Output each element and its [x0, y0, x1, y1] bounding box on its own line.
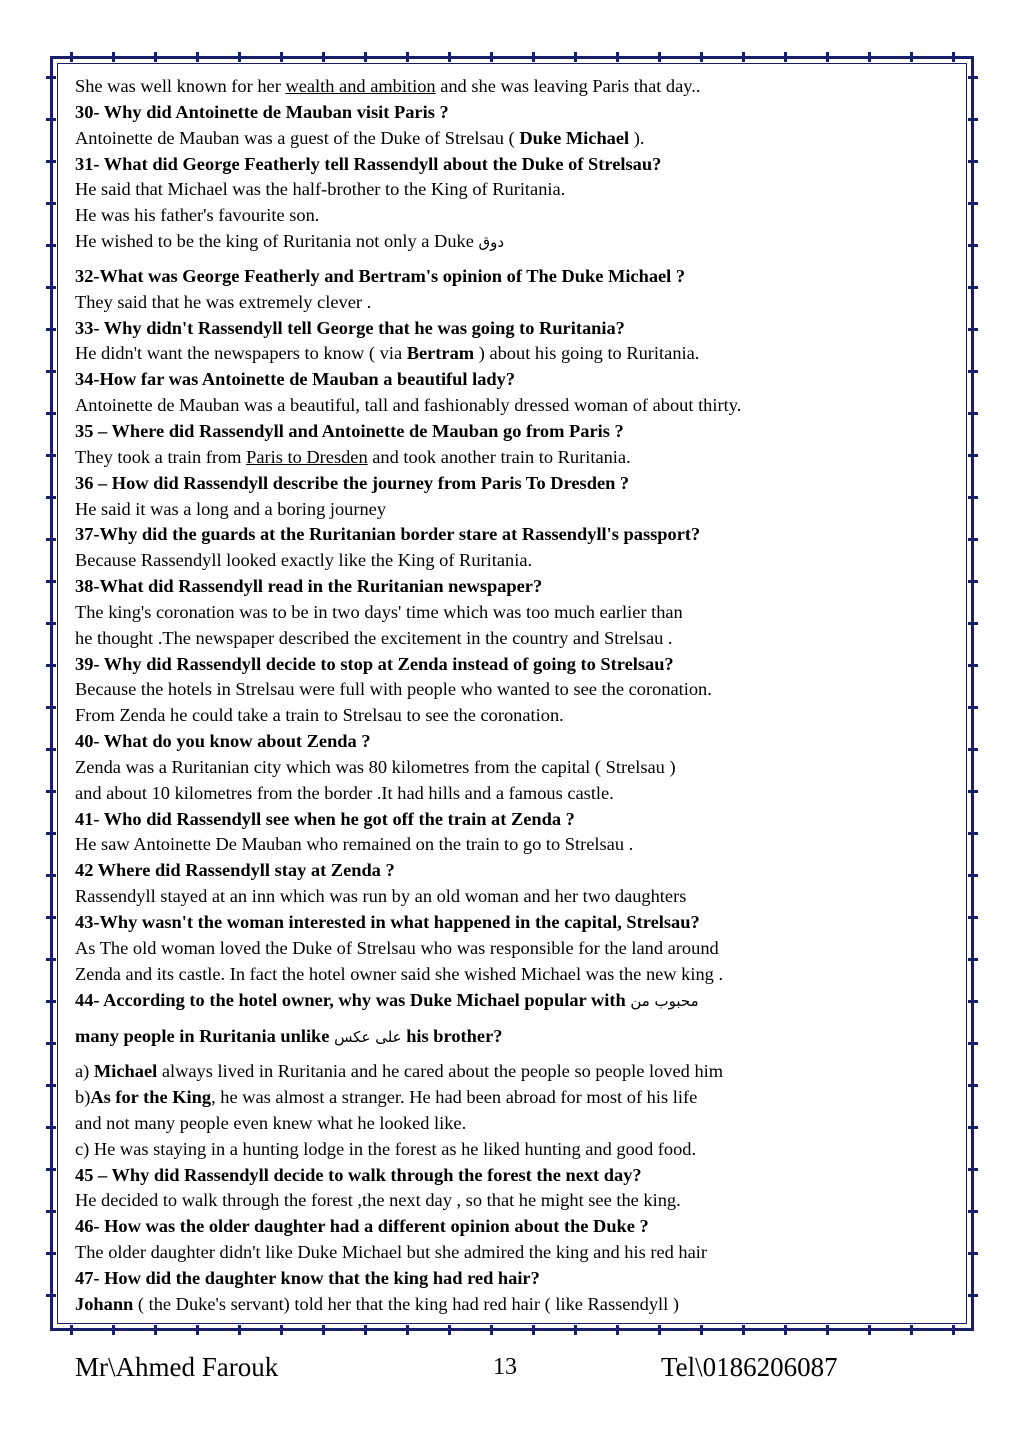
document-body [75, 74, 955, 1318]
arabic-gloss: دوق [478, 233, 505, 252]
bold-text: 31- What did George Featherly tell Rassendyll about the Duke of Strelsau? [75, 153, 662, 174]
question-line [75, 807, 955, 833]
bold-text: Bertram [406, 343, 475, 364]
text-segment: b) [75, 1087, 91, 1108]
text-segment: The older daughter didn't like Duke Michael but she admired the king and his red hair [75, 1242, 707, 1263]
border-tick [490, 52, 493, 62]
border-tick [46, 1042, 56, 1045]
answer-line [75, 884, 955, 910]
text-segment: a) [75, 1061, 94, 1082]
border-tick [968, 76, 978, 79]
border-tick [532, 52, 535, 62]
border-tick [46, 1210, 56, 1213]
answer-line [75, 445, 955, 471]
border-tick [968, 202, 978, 205]
answer-line [75, 677, 955, 703]
bold-text: Michael [93, 1061, 158, 1082]
text-segment: and not many people even knew what he looked like. [75, 1112, 467, 1133]
question-line [75, 910, 955, 936]
text-segment: He said that Michael was the half-brother to the King of Ruritania. [75, 179, 566, 200]
answer-line [75, 755, 955, 781]
border-tick [154, 1325, 157, 1335]
text-segment: As The old woman loved the Duke of Strelsau who was responsible for the land around [75, 937, 719, 958]
border-tick [968, 580, 978, 583]
text-segment: The king's coronation was to be in two days' time which was too much earlier than [75, 601, 683, 622]
border-tick [46, 790, 56, 793]
question-line [75, 100, 955, 126]
bold-text: 37-Why did the guards at the Ruritanian border stare at Rassendyll's passport? [75, 524, 701, 545]
text-segment: He saw Antoinette De Mauban who remained on the train to go to Strelsau . [75, 834, 634, 855]
border-tick [952, 52, 955, 62]
text-segment: Antoinette de Mauban was a beautiful, tall and fashionably dressed woman of about thirty. [75, 395, 742, 416]
border-tick [70, 52, 73, 62]
text-segment: ( the Duke's servant) told her that the king had red hair ( like Rassendyll ) [133, 1293, 679, 1314]
border-tick [46, 706, 56, 709]
text-segment: c) He was staying in a hunting lodge in the forest as he liked hunting and good food. [75, 1138, 697, 1159]
arabic-gloss: على عكس [334, 1028, 402, 1047]
border-tick [46, 538, 56, 541]
border-tick [910, 52, 913, 62]
answer-line [75, 548, 955, 574]
border-tick [968, 160, 978, 163]
bold-text: 40- What do you know about Zenda ? [75, 731, 371, 752]
text-segment: She was well known for her [75, 76, 286, 96]
footer-author: Mr\Ahmed Farouk [75, 1352, 279, 1382]
border-tick [46, 118, 56, 121]
border-tick [968, 1252, 978, 1255]
border-tick [364, 52, 367, 62]
border-tick [46, 370, 56, 373]
border-tick [968, 832, 978, 835]
border-tick [46, 748, 56, 751]
text-segment: Zenda was a Ruritanian city which was 80 kilometres from the capital ( Strelsau ) [75, 756, 676, 777]
answer-line [75, 1085, 955, 1111]
border-tick [784, 1325, 787, 1335]
border-tick [968, 412, 978, 415]
bold-text: Duke Michael [519, 127, 630, 148]
text-segment: , he was almost a stranger. He had been abroad for most of his life [211, 1087, 698, 1108]
border-tick [532, 1325, 535, 1335]
border-tick [574, 52, 577, 62]
bold-text: 45 – Why did Rassendyll decide to walk through the forest the next day? [75, 1164, 642, 1185]
border-tick [46, 244, 56, 247]
answer-line [75, 781, 955, 807]
border-tick [46, 1294, 56, 1297]
answer-line [75, 962, 955, 988]
text-segment: They said that he was extremely clever . [75, 291, 372, 312]
text-segment: Because the hotels in Strelsau were full with people who wanted to see the coronation. [75, 679, 712, 700]
border-tick [968, 1000, 978, 1003]
border-tick [968, 454, 978, 457]
border-tick [364, 1325, 367, 1335]
text-segment: always lived in Ruritania and he cared about the people so people loved him [157, 1061, 724, 1082]
question-line [75, 316, 955, 342]
bold-text: 39- Why did Rassendyll decide to stop at Zenda instead of going to Strelsau? [75, 653, 674, 674]
border-tick [968, 118, 978, 121]
border-tick [46, 622, 56, 625]
answer-line [75, 1137, 955, 1163]
text-segment: and she was leaving Paris that day.. [435, 76, 701, 96]
text-segment: He said it was a long and a boring journey [75, 498, 387, 519]
border-tick [826, 1325, 829, 1335]
border-tick [46, 1252, 56, 1255]
answer-line [75, 229, 955, 256]
answer-line [75, 1292, 955, 1318]
answer-line [75, 74, 955, 100]
border-tick [46, 832, 56, 835]
border-tick [968, 1084, 978, 1087]
arabic-gloss: محبوب من [630, 991, 699, 1010]
border-tick [616, 52, 619, 62]
bold-text: 41- Who did Rassendyll see when he got off the train at Zenda ? [75, 808, 575, 829]
text-segment: He decided to walk through the forest ,the next day , so that he might see the king. [75, 1190, 681, 1211]
bold-text: 30- Why did Antoinette de Mauban visit Paris ? [75, 101, 449, 122]
bold-text: many people in Ruritania unlike [75, 1026, 335, 1047]
answer-line [75, 1240, 955, 1266]
border-tick [46, 76, 56, 79]
text-segment: Rassendyll stayed at an inn which was run by an old woman and her two daughters [75, 886, 687, 907]
border-tick [968, 958, 978, 961]
border-tick [448, 1325, 451, 1335]
border-tick [968, 244, 978, 247]
text-segment: Because Rassendyll looked exactly like the King of Ruritania. [75, 550, 533, 571]
underlined-text: Paris to Dresden [246, 446, 368, 467]
text-segment: They took a train from [75, 446, 247, 467]
border-tick [616, 1325, 619, 1335]
answer-line [75, 1188, 955, 1214]
border-tick [112, 1325, 115, 1335]
question-line [75, 1163, 955, 1189]
border-tick [700, 1325, 703, 1335]
text-segment: ). [629, 127, 645, 148]
border-tick [322, 1325, 325, 1335]
bold-text: 47- How did the daughter know that the king had red hair? [75, 1267, 540, 1288]
border-tick [968, 1168, 978, 1171]
border-tick [826, 52, 829, 62]
border-tick [968, 706, 978, 709]
bold-text: 46- How was the older daughter had a different opinion about the Duke ? [75, 1216, 649, 1237]
bold-text: 44- According to the hotel owner, why was Duke Michael popular with [75, 989, 631, 1010]
border-tick [46, 1084, 56, 1087]
border-tick [280, 1325, 283, 1335]
underlined-text: wealth and ambition [285, 76, 436, 96]
border-tick [968, 790, 978, 793]
border-tick [46, 874, 56, 877]
border-tick [910, 1325, 913, 1335]
border-tick [968, 1042, 978, 1045]
border-tick [952, 1325, 955, 1335]
border-tick [46, 916, 56, 919]
border-tick [700, 52, 703, 62]
border-tick [868, 1325, 871, 1335]
question-line [75, 264, 955, 290]
answer-line [75, 497, 955, 523]
footer-page-number: 13 [493, 1354, 517, 1380]
border-tick [968, 328, 978, 331]
answer-line [75, 126, 955, 152]
border-tick [742, 52, 745, 62]
border-tick [280, 52, 283, 62]
bold-text: As for the King [90, 1087, 212, 1108]
border-tick [238, 52, 241, 62]
answer-line [75, 177, 955, 203]
answer-line [75, 832, 955, 858]
bold-text: 38-What did Rassendyll read in the Ruritanian newspaper? [75, 576, 543, 597]
bold-text: 43-Why wasn't the woman interested in what happened in the capital, Strelsau? [75, 912, 700, 932]
border-tick [46, 958, 56, 961]
border-tick [490, 1325, 493, 1335]
question-line [75, 574, 955, 600]
bold-text: 32-What was George Featherly and Bertram's opinion of The Duke Michael ? [75, 265, 686, 286]
border-tick [968, 1294, 978, 1297]
page-footer [75, 1352, 875, 1386]
border-tick [658, 1325, 661, 1335]
border-tick [70, 1325, 73, 1335]
border-tick [112, 52, 115, 62]
bold-text: 42 Where did Rassendyll stay at Zenda ? [75, 860, 395, 881]
border-tick [406, 1325, 409, 1335]
border-tick [196, 1325, 199, 1335]
footer-phone: Tel\0186206087 [661, 1352, 838, 1382]
border-tick [154, 52, 157, 62]
answer-line [75, 936, 955, 962]
answer-line [75, 341, 955, 367]
border-tick [46, 202, 56, 205]
answer-line [75, 290, 955, 316]
border-tick [196, 52, 199, 62]
bold-text: 34-How far was Antoinette de Mauban a beautiful lady? [75, 369, 516, 390]
answer-line [75, 203, 955, 229]
border-tick [322, 52, 325, 62]
answer-line [75, 393, 955, 419]
question-line [75, 367, 955, 393]
border-tick [46, 1168, 56, 1171]
question-line [75, 522, 955, 548]
border-tick [46, 412, 56, 415]
text-segment: From Zenda he could take a train to Strelsau to see the coronation. [75, 705, 564, 726]
border-tick [406, 52, 409, 62]
border-tick [46, 664, 56, 667]
text-segment: Antoinette de Mauban was a guest of the Duke of Strelsau ( [75, 127, 520, 148]
question-line [75, 652, 955, 678]
answer-line [75, 600, 955, 626]
answer-line [75, 703, 955, 729]
border-tick [658, 52, 661, 62]
text-segment: ) about his going to Ruritania. [474, 343, 700, 364]
text-segment: He was his father's favourite son. [75, 205, 320, 226]
bold-text: 33- Why didn't Rassendyll tell George that he was going to Ruritania? [75, 317, 625, 338]
border-tick [968, 286, 978, 289]
border-tick [742, 1325, 745, 1335]
border-tick [46, 1000, 56, 1003]
border-tick [968, 1210, 978, 1213]
border-tick [968, 622, 978, 625]
border-tick [46, 454, 56, 457]
border-tick [968, 496, 978, 499]
question-line [75, 152, 955, 178]
border-tick [968, 916, 978, 919]
question-line [75, 1266, 955, 1292]
question-line [75, 729, 955, 755]
answer-line [75, 626, 955, 652]
question-line [75, 988, 955, 1015]
border-tick [46, 160, 56, 163]
question-line [75, 858, 955, 884]
border-tick [968, 874, 978, 877]
bold-text: 35 – Where did Rassendyll and Antoinette de Mauban go from Paris ? [75, 420, 624, 441]
border-tick [868, 52, 871, 62]
question-line [75, 419, 955, 445]
answer-line [75, 1059, 955, 1085]
border-tick [574, 1325, 577, 1335]
border-tick [238, 1325, 241, 1335]
question-line [75, 1024, 955, 1051]
text-segment: He wished to be the king of Ruritania not only a Duke [75, 231, 479, 252]
border-tick [968, 1126, 978, 1129]
bold-text: 36 – How did Rassendyll describe the journey from Paris To Dresden ? [75, 472, 630, 493]
border-tick [46, 328, 56, 331]
border-tick [968, 538, 978, 541]
text-segment: Zenda and its castle. In fact the hotel owner said she wished Michael was the new king . [75, 963, 724, 984]
bold-text: his brother? [401, 1026, 503, 1047]
border-tick [968, 370, 978, 373]
border-tick [968, 748, 978, 751]
border-tick [46, 580, 56, 583]
answer-line [75, 1111, 955, 1137]
bold-text: Johann [75, 1293, 134, 1314]
border-tick [968, 664, 978, 667]
border-tick [46, 1126, 56, 1129]
border-tick [448, 52, 451, 62]
question-line [75, 471, 955, 497]
text-segment: He didn't want the newspapers to know ( via [75, 343, 407, 364]
text-segment: and about 10 kilometres from the border .It had hills and a famous castle. [75, 782, 614, 803]
border-tick [46, 286, 56, 289]
border-tick [784, 52, 787, 62]
text-segment: and took another train to Ruritania. [367, 446, 631, 467]
question-line [75, 1214, 955, 1240]
text-segment: he thought .The newspaper described the excitement in the country and Strelsau . [75, 627, 673, 648]
border-tick [46, 496, 56, 499]
